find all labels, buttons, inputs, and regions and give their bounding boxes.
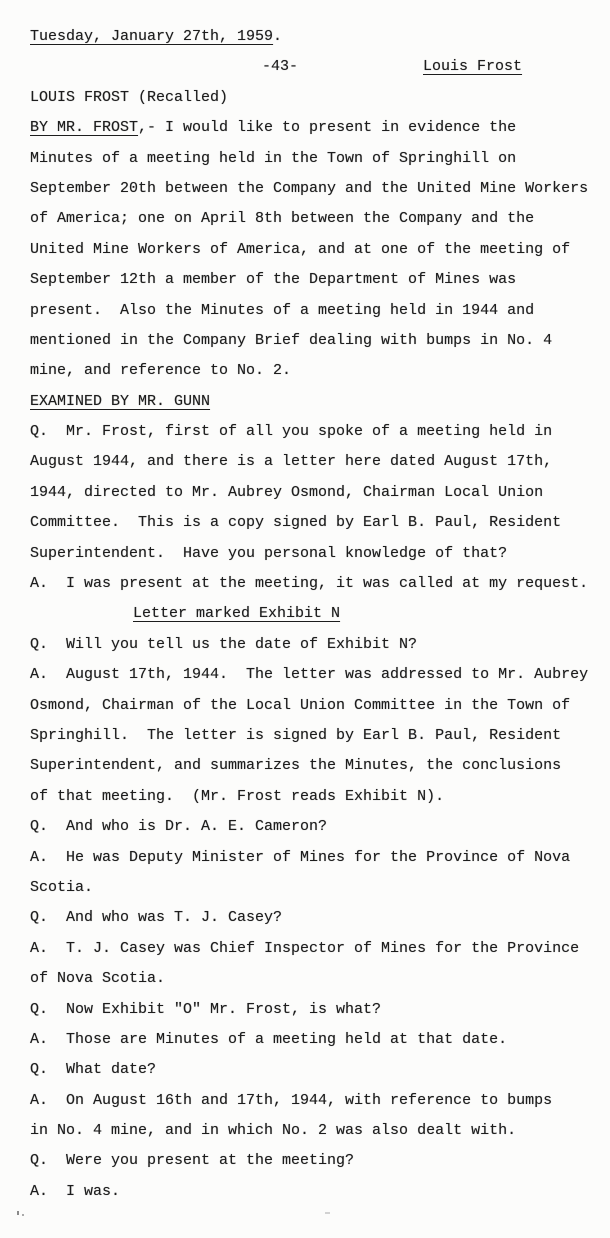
question-line: Q. Will you tell us the date of Exhibit N? — [30, 635, 418, 653]
answer-line: in No. 4 mine, and in which No. 2 was also dealt with. — [30, 1122, 517, 1140]
answer-line: Superintendent, and summarizes the Minutes, the conclusions — [30, 757, 562, 775]
date-heading: Tuesday, January 27th, 1959 — [30, 28, 274, 45]
section-heading-line: EXAMINED BY MR. GUNN — [30, 392, 211, 410]
answer-line: of that meeting. (Mr. Frost reads Exhibit N). — [30, 787, 445, 805]
question-line: Q. And who was T. J. Casey? — [30, 909, 283, 927]
statement-line: September 20th between the Company and the United Mine Workers — [30, 179, 589, 197]
question-line: Q. Mr. Frost, first of all you spoke of a meeting held in — [30, 423, 553, 441]
statement-line: mine, and reference to No. 2. — [30, 362, 292, 380]
scan-artifact — [22, 1214, 24, 1216]
answer-line: A. I was. — [30, 1182, 121, 1200]
statement-line: present. Also the Minutes of a meeting held in 1944 and — [30, 301, 535, 319]
answer-line: A. T. J. Casey was Chief Inspector of Mines for the Province — [30, 939, 580, 957]
witness-name: Louis Frost — [423, 58, 523, 76]
statement-line: mentioned in the Company Brief dealing with bumps in No. 4 — [30, 331, 553, 349]
scan-artifact — [325, 1212, 330, 1214]
date-heading-period: . — [273, 28, 283, 45]
statement-line: of America; one on April 8th between the Company and the — [30, 210, 535, 228]
statement-line: BY MR. FROST,- I would like to present in evidence the — [30, 119, 517, 137]
question-line: Q. What date? — [30, 1061, 157, 1079]
answer-line: A. On August 16th and 17th, 1944, with reference to bumps — [30, 1091, 553, 1109]
answer-line: Osmond, Chairman of the Local Union Committee in the Town of — [30, 696, 571, 714]
scan-artifact — [17, 1211, 19, 1215]
witness-recalled-line: LOUIS FROST (Recalled) — [30, 88, 229, 106]
question-line: August 1944, and there is a letter here dated August 17th, — [30, 453, 553, 471]
statement-line: United Mine Workers of America, and at one of the meeting of — [30, 240, 571, 258]
question-line: Q. Now Exhibit "O" Mr. Frost, is what? — [30, 1000, 382, 1018]
answer-line: Springhill. The letter is signed by Earl B. Paul, Resident — [30, 726, 562, 744]
answer-line: A. Those are Minutes of a meeting held at that date. — [30, 1030, 508, 1048]
date-heading-line — [30, 22, 596, 52]
question-line: Superintendent. Have you personal knowledge of that? — [30, 544, 508, 562]
answer-line: Scotia. — [30, 878, 94, 896]
page-header-line — [30, 52, 596, 82]
question-line: Committee. This is a copy signed by Earl B. Paul, Resident — [30, 514, 562, 532]
statement-line: Minutes of a meeting held in the Town of Springhill on — [30, 149, 517, 167]
statement-line: September 12th a member of the Department of Mines was — [30, 271, 517, 289]
question-line: 1944, directed to Mr. Aubrey Osmond, Chairman Local Union — [30, 483, 544, 501]
page-number: -43- — [262, 58, 299, 76]
question-line: Q. And who is Dr. A. E. Cameron? — [30, 818, 328, 836]
exhibit-note-line: Letter marked Exhibit N — [133, 605, 341, 623]
transcript-body — [30, 113, 596, 1207]
answer-line: of Nova Scotia. — [30, 970, 166, 988]
question-line: Q. Were you present at the meeting? — [30, 1152, 355, 1170]
answer-line: A. August 17th, 1944. The letter was addressed to Mr. Aubrey — [30, 666, 589, 684]
answer-line: A. He was Deputy Minister of Mines for the Province of Nova — [30, 848, 571, 866]
answer-line: A. I was present at the meeting, it was called at my request. — [30, 575, 589, 593]
